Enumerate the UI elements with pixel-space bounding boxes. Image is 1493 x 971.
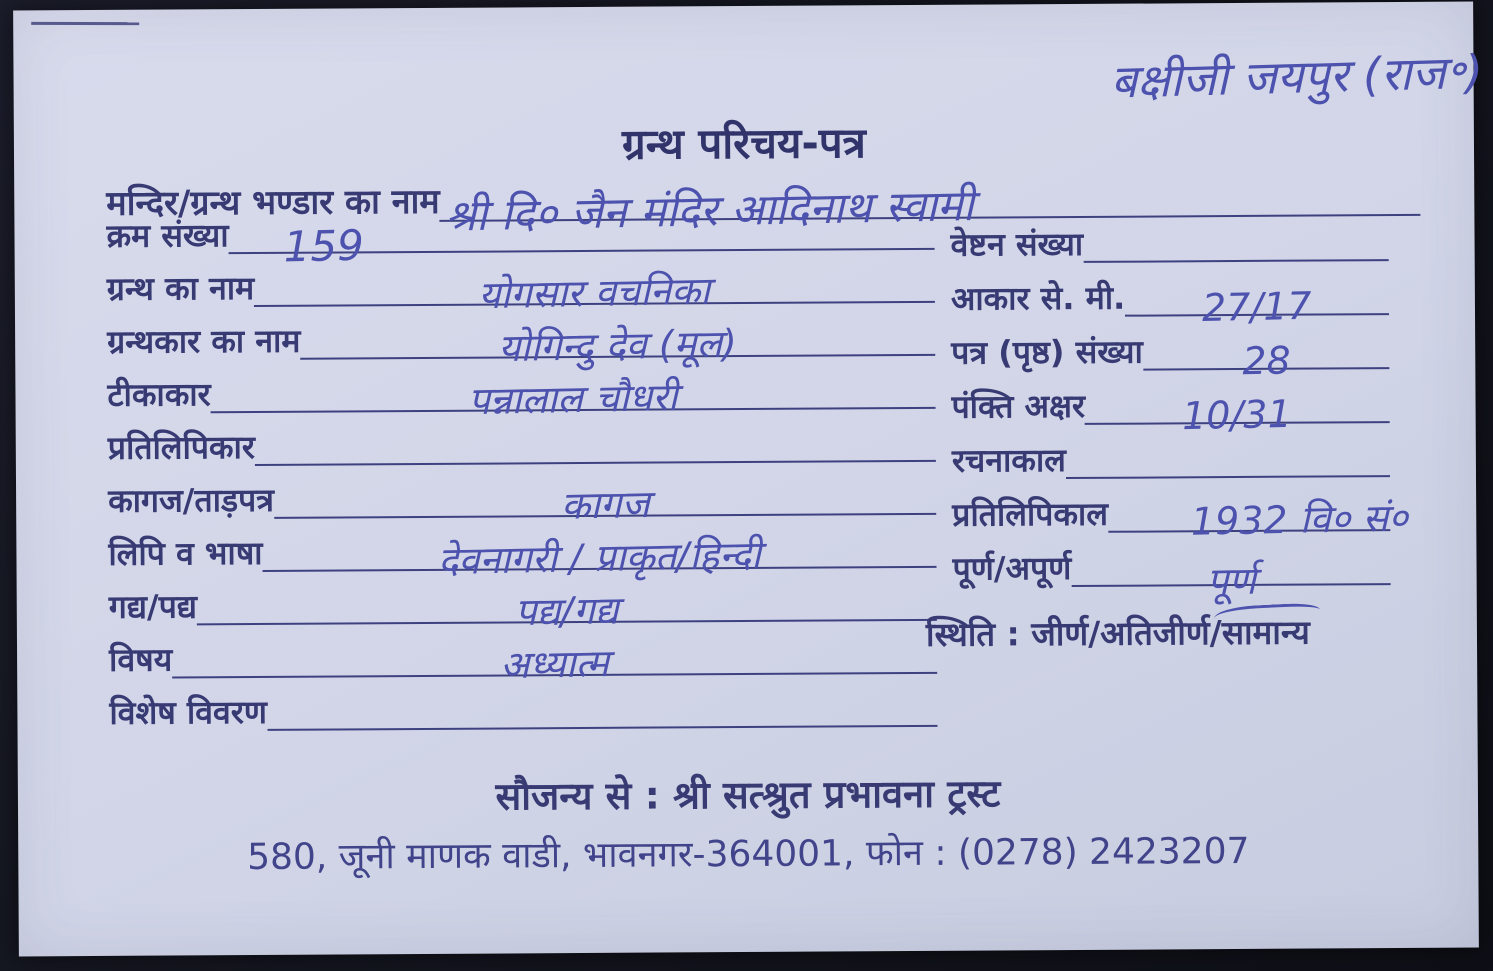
handwritten-value-complete-incomplete: पूर्ण — [1206, 558, 1256, 604]
field-label-script-language: लिपि व भाषा — [108, 534, 263, 574]
top-edge-line-fragment — [31, 22, 139, 25]
handwritten-value-bhandar-name: श्री दि० जैन मंदिर आदिनाथ स्वामी — [445, 181, 975, 242]
field-label-subject: विषय — [108, 640, 173, 680]
handwritten-value-paper-type: कागज — [560, 481, 650, 528]
handwritten-value-serial-number: 159 — [283, 220, 365, 272]
field-label-bundle-number: वेष्टन संख्या — [950, 225, 1084, 264]
field-label-composition-date: रचनाकाल — [951, 441, 1067, 480]
handwritten-value-copy-date: 1932 वि० सं० — [1190, 495, 1409, 544]
ruled-line — [267, 672, 938, 731]
ruled-line — [274, 460, 937, 528]
field-label-complete-incomplete: पूर्ण/अपूर्ण — [952, 549, 1072, 588]
condition-row — [926, 609, 1310, 656]
form-row-copy-date — [952, 477, 1409, 544]
handwritten-value-leaf-count: 28 — [1241, 338, 1291, 384]
ruled-line — [255, 407, 936, 466]
ruled-line — [210, 354, 935, 424]
field-label-prose-verse: गद्य/पद्य — [108, 587, 198, 627]
ruled-line — [172, 619, 937, 688]
ruled-line — [1066, 421, 1390, 479]
ruled-line — [197, 566, 937, 635]
handwritten-owner-annotation: बक्षीजी जयपुर (राज॰) — [1110, 44, 1485, 109]
form-row-lines-letters — [951, 369, 1389, 439]
field-label-special-details: विशेष विवरण — [109, 693, 268, 733]
handwritten-value-subject: अध्यात्म — [499, 641, 610, 688]
handwritten-value-granth-name: योगसार वचनिका — [478, 268, 711, 318]
form-row-complete-incomplete — [952, 531, 1390, 604]
field-label-lines-letters: पंक्ति अक्षर — [951, 387, 1086, 426]
condition-marked-option — [1222, 609, 1310, 655]
field-label-bhandar-name: मन्दिर/ग्रन्थ भण्डार का नाम — [106, 181, 440, 224]
field-label-granth-name: ग्रन्थ का नाम — [106, 269, 255, 309]
card-title: ग्रन्थ परिचय-पत्र — [621, 118, 866, 169]
condition-label-prefix: स्थिति : जीर्ण/अतिजीर्ण/ — [925, 613, 1222, 654]
field-label-size-cm: आकार से. मी. — [950, 278, 1126, 318]
handwritten-value-lines-letters: 10/31 — [1182, 391, 1293, 439]
field-label-copyist: प्रतिलिपिकार — [107, 428, 256, 468]
form-row-bundle-number — [950, 207, 1388, 264]
form-row-commentator — [107, 356, 935, 424]
trust-address-phone-line: 580, जूनी माणक वाडी, भावनगर-364001, फोन : (0278) 2423207 — [247, 830, 1250, 879]
handwritten-value-prose-verse: पद्य/गद्य — [514, 588, 620, 635]
field-label-copy-date: प्रतिलिपिकाल — [952, 494, 1109, 534]
form-row-paper-type — [108, 462, 936, 528]
ruled-line — [1071, 529, 1391, 604]
catalog-card — [13, 2, 1485, 957]
right-column — [950, 207, 1409, 604]
form-row-composition-date — [952, 423, 1390, 480]
field-label-commentator: टीकाकार — [107, 375, 211, 415]
ruled-line — [1108, 475, 1409, 544]
handwritten-value-special-details — [267, 735, 937, 748]
ruled-line — [228, 195, 934, 272]
left-column — [106, 197, 937, 732]
ruled-line — [254, 248, 935, 318]
field-label-paper-type: कागज/ताड़पत्र — [108, 481, 275, 521]
condition-option-text: सामान्य — [1221, 612, 1310, 653]
handwritten-value-size-cm: 27/17 — [1201, 283, 1313, 330]
handwritten-value-commentator: पन्नालाल चौधरी — [468, 374, 679, 424]
field-label-author-name: ग्रन्थकार का नाम — [107, 321, 301, 362]
field-label-serial-number: क्रम संख्या — [106, 216, 229, 256]
form-row-script-language — [108, 515, 936, 584]
ruled-line — [1143, 313, 1390, 384]
form-row-serial-number — [106, 197, 934, 272]
ruled-line — [262, 513, 936, 584]
handwritten-value-script-language: देवनागरी / प्राकृत/हिन्दी — [437, 532, 762, 584]
ruled-line — [1083, 205, 1389, 263]
ruled-line — [1125, 259, 1389, 330]
handwritten-value-author-name: योगिन्दु देव (मूल) — [498, 321, 738, 371]
courtesy-trust-line: सौजन्य से : श्री सत्श्रुत प्रभावना ट्रस्ट — [495, 771, 1001, 819]
form-row-prose-verse — [108, 568, 937, 635]
form-row-author-name — [107, 303, 935, 371]
ruled-line — [300, 301, 935, 371]
field-label-leaf-count: पत्र (पृष्ठ) संख्या — [951, 332, 1143, 372]
form-row-granth-name — [106, 250, 935, 318]
form-row-subject — [108, 621, 937, 688]
ruled-line — [1085, 367, 1390, 439]
form-row-leaf-count — [951, 315, 1389, 384]
form-row-size-cm — [950, 261, 1389, 330]
